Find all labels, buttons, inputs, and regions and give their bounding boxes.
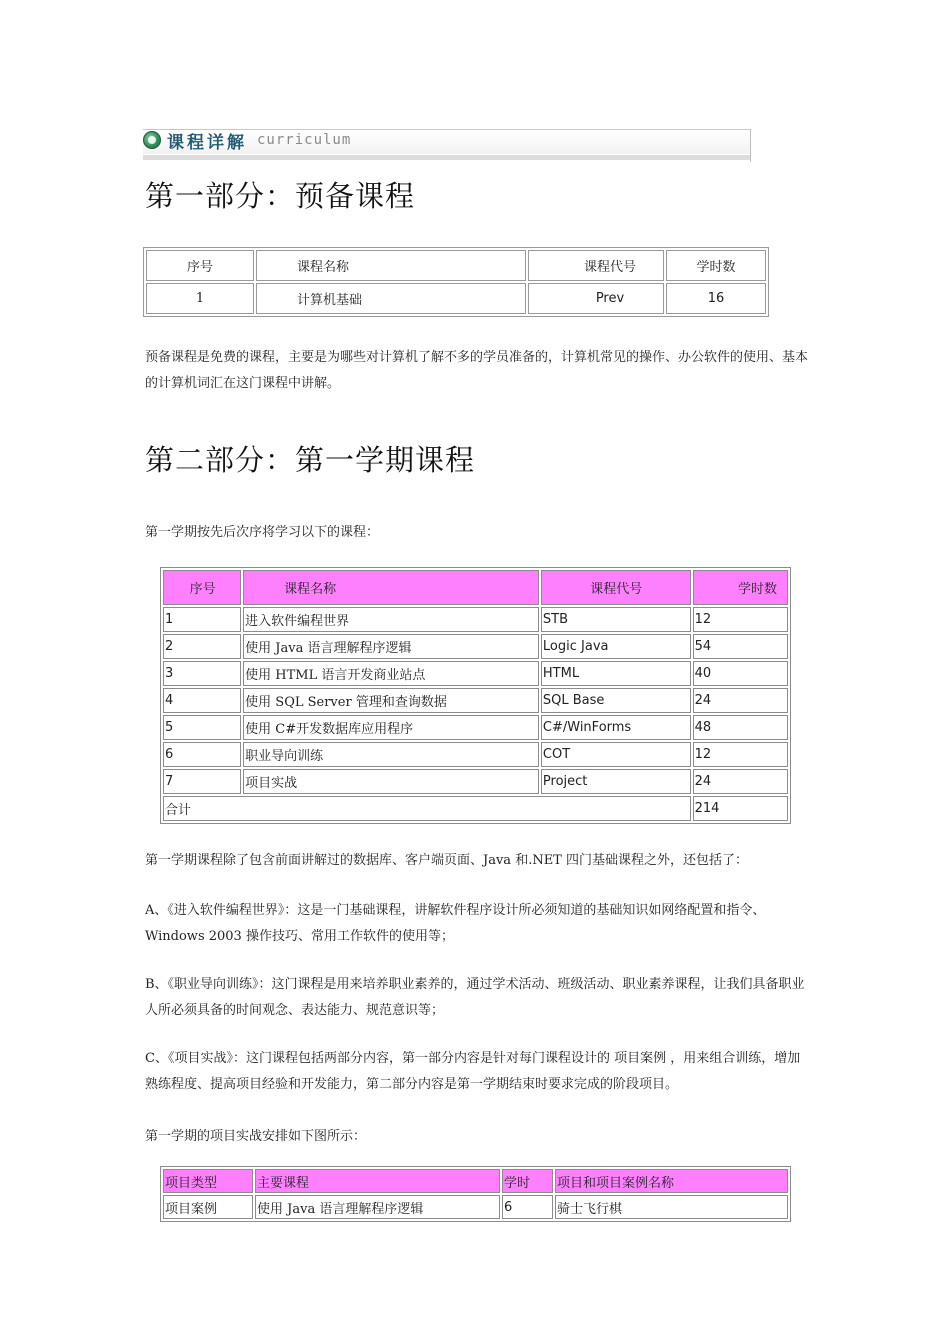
table-cell: 3 [163, 661, 241, 686]
table-header-row [163, 570, 788, 605]
total-value: 214 [693, 796, 788, 821]
table-total-row [163, 796, 788, 821]
table-cell: Project [541, 769, 691, 794]
table-cell: HTML [541, 661, 691, 686]
table-cell: 进入软件编程世界 [243, 607, 539, 632]
table-cell: SQL Base [541, 688, 691, 713]
table-cell: 6 [502, 1195, 553, 1219]
header-cell: 序号 [146, 250, 254, 281]
prep-course-table [143, 247, 769, 317]
table-cell: 24 [693, 769, 788, 794]
table-cell: 40 [693, 661, 788, 686]
table-cell: 2 [163, 634, 241, 659]
part1-heading: 第一部分：预备课程 [145, 179, 416, 213]
table-cell: 使用 C#开发数据库应用程序 [243, 715, 539, 740]
project-table [160, 1166, 791, 1222]
part2-paragraph-1: 第一学期课程除了包含前面讲解过的数据库、客户端页面、Java 和.NET 四门基础课程之外，还包括了： [145, 853, 748, 868]
header-cell: 学时 [502, 1169, 553, 1193]
table-cell: 计算机基础 [256, 283, 526, 314]
part2-paragraph-b: B、《职业导向训练》：这门课程是用来培养职业素养的，通过学术活动、班级活动、职业素养课程，让我们具备职业人所必须具备的时间观念、表达能力、规范意识等； [145, 977, 805, 1018]
table-row [163, 661, 788, 686]
part2-paragraph-c: C、《项目实战》：这门课程包括两部分内容，第一部分内容是针对每门课程设计的 项目案例 ，用来组合训练，增加熟练程度、提高项目经验和开发能力，第二部分内容是第一学期结束时要求完成的阶段项目。 [145, 1051, 801, 1092]
header-cell: 项目类型 [163, 1169, 253, 1193]
header-cell: 学时数 [666, 250, 766, 281]
table-cell: 1 [163, 607, 241, 632]
header-cell: 课程名称 [256, 250, 526, 281]
header-cell: 学时数 [693, 570, 788, 605]
table-cell: C#/WinForms [541, 715, 691, 740]
table-row [163, 634, 788, 659]
header-cell: 课程名称 [243, 570, 539, 605]
banner-subtitle: curriculum [257, 132, 352, 148]
header-cell: 序号 [163, 570, 241, 605]
table-cell: 骑士飞行棋 [555, 1195, 788, 1219]
table-row [163, 1195, 788, 1219]
semester1-course-table [160, 567, 791, 824]
header-cell: 课程代号 [541, 570, 691, 605]
table-row [163, 607, 788, 632]
table-cell: 5 [163, 715, 241, 740]
table-cell: 7 [163, 769, 241, 794]
header-cell: 课程代号 [528, 250, 664, 281]
part2-paragraph-a: A、《进入软件编程世界》：这是一门基础课程，讲解软件程序设计所必须知道的基础知识如网络配置和指令、Windows 2003 操作技巧、常用工作软件的使用等； [145, 903, 766, 944]
table-cell: 4 [163, 688, 241, 713]
table-row [146, 283, 766, 314]
table-row [163, 688, 788, 713]
table-cell: 职业导向训练 [243, 742, 539, 767]
table-cell: 24 [693, 688, 788, 713]
table-cell: 54 [693, 634, 788, 659]
banner-underline [143, 155, 751, 160]
table-row [163, 715, 788, 740]
part2-intro: 第一学期按先后次序将学习以下的课程： [145, 525, 380, 540]
table-cell: 12 [693, 742, 788, 767]
part1-paragraph: 预备课程是免费的课程，主要是为哪些对计算机了解不多的学员准备的，计算机常见的操作、办公软件的使用、基本的计算机词汇在这门课程中讲解。 [145, 350, 809, 391]
banner-edge [750, 129, 751, 162]
table-cell: 使用 SQL Server 管理和查询数据 [243, 688, 539, 713]
table-cell: 项目案例 [163, 1195, 253, 1219]
table-cell: COT [541, 742, 691, 767]
table-cell: 6 [163, 742, 241, 767]
header-cell: 项目和项目案例名称 [555, 1169, 788, 1193]
total-label: 合计 [163, 796, 691, 821]
table-cell: 1 [146, 283, 254, 314]
table-cell: 使用 HTML 语言开发商业站点 [243, 661, 539, 686]
circle-bullet-icon [143, 131, 161, 149]
table-cell: 48 [693, 715, 788, 740]
curriculum-banner [143, 128, 751, 162]
header-cell: 主要课程 [255, 1169, 500, 1193]
part2-heading: 第二部分：第一学期课程 [145, 443, 476, 477]
table-row [163, 742, 788, 767]
table-header-row [146, 250, 766, 281]
banner-title: 课程详解 [167, 133, 247, 153]
part2-paragraph-2: 第一学期的项目实战安排如下图所示： [145, 1129, 367, 1144]
table-cell: Logic Java [541, 634, 691, 659]
table-header-row [163, 1169, 788, 1193]
table-row [163, 769, 788, 794]
table-cell: STB [541, 607, 691, 632]
table-cell: Prev [528, 283, 664, 314]
table-cell: 使用 Java 语言理解程序逻辑 [243, 634, 539, 659]
table-cell: 12 [693, 607, 788, 632]
table-cell: 项目实战 [243, 769, 539, 794]
table-cell: 16 [666, 283, 766, 314]
table-cell: 使用 Java 语言理解程序逻辑 [255, 1195, 500, 1219]
